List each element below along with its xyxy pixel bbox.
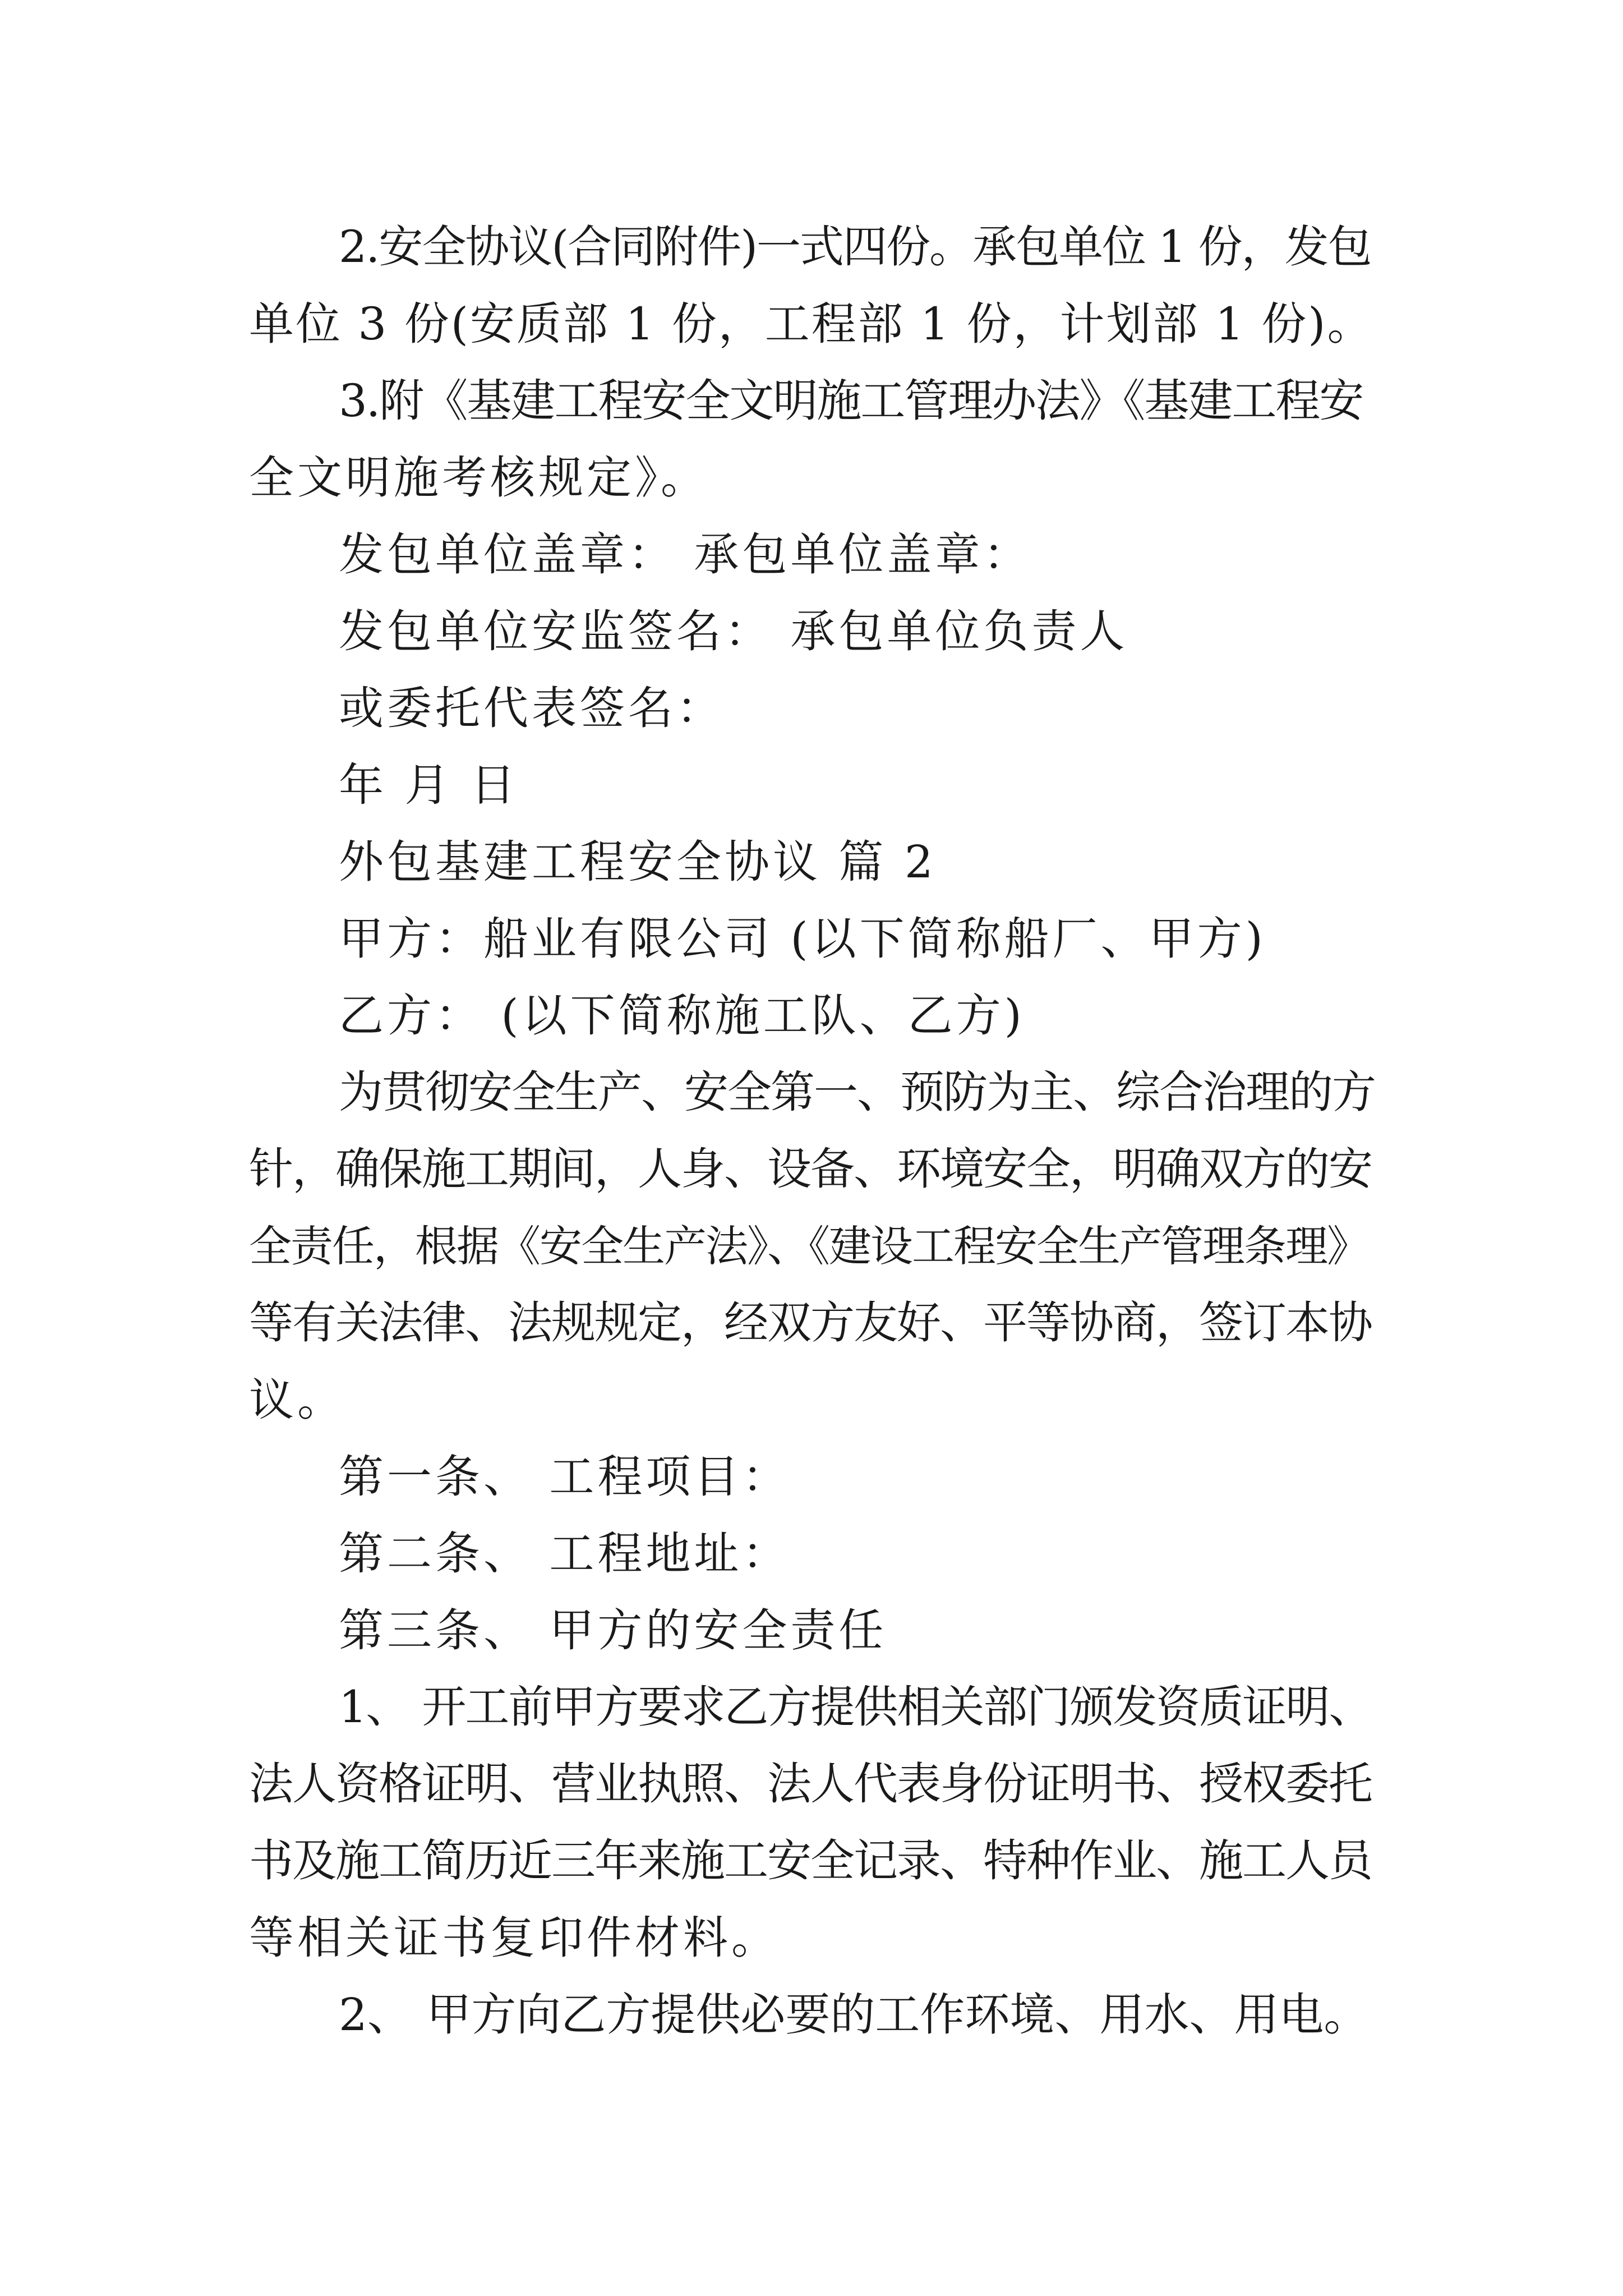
- text-line: 单位 3 份(安质部 1 份，工程部 1 份，计划部 1 份)。: [249, 298, 1374, 350]
- section-heading: 外包基建工程安全协议 篇 2: [339, 836, 937, 888]
- text-line: 2、 甲方向乙方提供必要的工作环境、用水、用电。: [339, 1989, 1369, 2041]
- text-line: 第一条、 工程项目：: [339, 1451, 791, 1503]
- text-line: 1、 开工前甲方要求乙方提供相关部门颁发资质证明、: [339, 1681, 1372, 1733]
- text-line: 法人资格证明、营业执照、法人代表身份证明书、授权委托: [249, 1758, 1372, 1810]
- text-line: 3.附《基建工程安全文明施工管理办法》《基建工程安: [339, 375, 1363, 427]
- text-line: 或委托代表签名：: [339, 682, 725, 734]
- text-line: 等相关证书复印件材料。: [249, 1912, 780, 1964]
- text-line: 甲方：船业有限公司 (以下简称船厂、甲方): [339, 913, 1266, 965]
- text-line: 2.安全协议(合同附件)一式四份。承包单位 1 份，发包: [339, 221, 1371, 273]
- text-line: 年 月 日: [339, 759, 519, 811]
- text-line: 书及施工简历近三年来施工安全记录、特种作业、施工人员: [249, 1835, 1372, 1887]
- text-line: 全责任，根据《安全生产法》、《建设工程安全生产管理条理》: [249, 1221, 1368, 1271]
- text-line: 乙方： (以下简称施工队、乙方): [339, 990, 1025, 1042]
- text-line: 发包单位盖章： 承包单位盖章：: [339, 528, 1032, 581]
- text-line: 发包单位安监签名： 承包单位负责人: [339, 605, 1128, 657]
- text-line: 议。: [249, 1374, 345, 1426]
- text-line: 等有关法律、法规规定，经双方友好、平等协商，签订本协: [249, 1297, 1372, 1349]
- text-line: 第三条、 甲方的安全责任: [339, 1604, 887, 1657]
- text-line: 针，确保施工期间，人身、设备、环境安全，明确双方的安: [249, 1143, 1372, 1195]
- text-line: 第二条、 工程地址：: [339, 1527, 791, 1580]
- text-line: 全文明施考核规定》。: [249, 452, 709, 504]
- text-line: 为贯彻安全生产、安全第一、预防为主、综合治理的方: [339, 1066, 1375, 1118]
- document-body: [249, 209, 1376, 2053]
